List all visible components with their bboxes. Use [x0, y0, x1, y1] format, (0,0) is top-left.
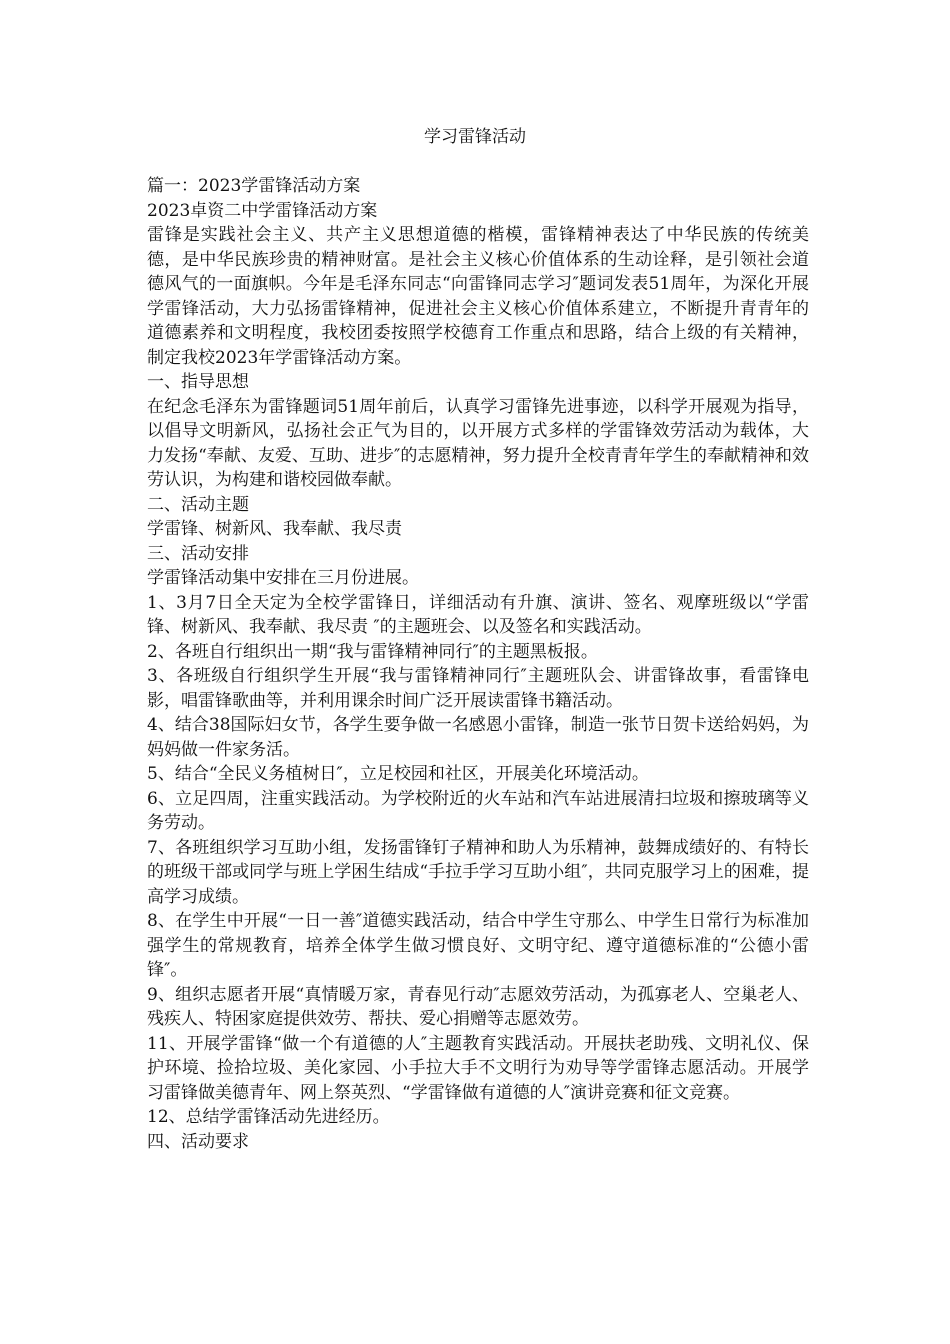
- section-heading-guiding-thought: 一、指导思想: [147, 372, 249, 392]
- list-item: 12、总结学雷锋活动先进经历。: [147, 1107, 390, 1127]
- list-item: 2、各班自行组织出一期“我与雷锋精神同行″的主题黑板报。: [147, 641, 598, 662]
- theme-paragraph: 学雷锋、树新风、我奉献、我尽责: [147, 519, 402, 539]
- plan-title: 2023卓资二中学雷锋活动方案: [147, 200, 378, 221]
- document-body: [147, 174, 809, 1154]
- document-title: 学习雷锋活动: [424, 127, 526, 147]
- intro-paragraph: 雷锋是实践社会主义、共产主义思想道德的楷模，雷锋精神表达了中华民族的传统美德，是中华民族珍贵的精神财富。是社会主义核心价值体系的生动诠释，是引领社会道德风气的一面旗帜。今年是毛泽东同志“向雷锋同志学习″题词发表51周年，为深化开展学雷锋活动，大力弘扬雷锋精神，促进社会主义核心价值体系建立，不断提升青青年的道德素养和文明程度，我校团委按照学校德育工作重点和思路，结合上级的有关精神，制定我校2023年学雷锋活动方案。: [147, 225, 809, 368]
- section-heading-requirements: 四、活动要求: [147, 1131, 249, 1152]
- section-heading-theme: 二、活动主题: [147, 494, 249, 515]
- list-item: 6、立足四周，注重实践活动。为学校附近的火车站和汽车站进展清扫垃圾和擦玻璃等义务劳动。: [147, 788, 809, 833]
- list-item: 3、各班级自行组织学生开展“我与雷锋精神同行″主题班队会、讲雷锋故事，看雷锋电影，唱雷锋歌曲等，并利用课余时间广泛开展读雷锋书籍活动。: [147, 666, 809, 711]
- list-item: 8、在学生中开展“一日一善″道德实践活动，结合中学生守那么、中学生日常行为标准加强学生的常规教育，培养全体学生做习惯良好、文明守纪、遵守道德标准的“公德小雷锋″。: [147, 911, 809, 980]
- list-item: 7、各班组织学习互助小组，发扬雷锋钉子精神和助人为乐精神，鼓舞成绩好的、有特长的班级干部或同学与班上学困生结成“手拉手学习互助小组″，共同克服学习上的困难，提高学习成绩。: [147, 837, 809, 907]
- list-item: 4、结合38国际妇女节，各学生要争做一名感恩小雷锋，制造一张节日贺卡送给妈妈，为妈妈做一件家务活。: [147, 715, 809, 760]
- section-heading-arrangement: 三、活动安排: [147, 543, 249, 564]
- guiding-thought-paragraph: 在纪念毛泽东为雷锋题词51周年前后，认真学习雷锋先进事迹，以科学开展观为指导，以倡导文明新风，弘扬社会正气为目的，以开展方式多样的学雷锋效劳活动为载体，大力发扬“奉献、友爱、互助、进步″的志愿精神，努力提升全校青青年学生的奉献精神和效劳认识，为构建和谐校园做奉献。: [147, 396, 809, 490]
- list-item: 11、开展学雷锋“做一个有道德的人″主题教育实践活动。开展扶老助残、文明礼仪、保护环境、捡拾垃圾、美化家园、小手拉大手不文明行为劝导等学雷锋志愿活动。开展学习雷锋做美德青年、网上祭英烈、“学雷锋做有道德的人″演讲竞赛和征文竞赛。: [147, 1033, 809, 1103]
- list-item: 5、结合“全民义务植树日″，立足校园和社区，开展美化环境活动。: [147, 764, 649, 784]
- list-item: 1、3月7日全天定为全校学雷锋日，详细活动有升旗、演讲、签名、观摩班级以“学雷锋、树新风、我奉献、我尽责 ″的主题班会、以及签名和实践活动。: [147, 592, 809, 637]
- list-item: 9、组织志愿者开展“真情暖万家，青春见行动″志愿效劳活动，为孤寡老人、空巢老人、残疾人、特困家庭提供效劳、帮扶、爱心捐赠等志愿效劳。: [147, 984, 809, 1029]
- arrangement-intro: 学雷锋活动集中安排在三月份进展。: [147, 568, 419, 588]
- heading-part-one: 篇一：2023学雷锋活动方案: [147, 176, 361, 196]
